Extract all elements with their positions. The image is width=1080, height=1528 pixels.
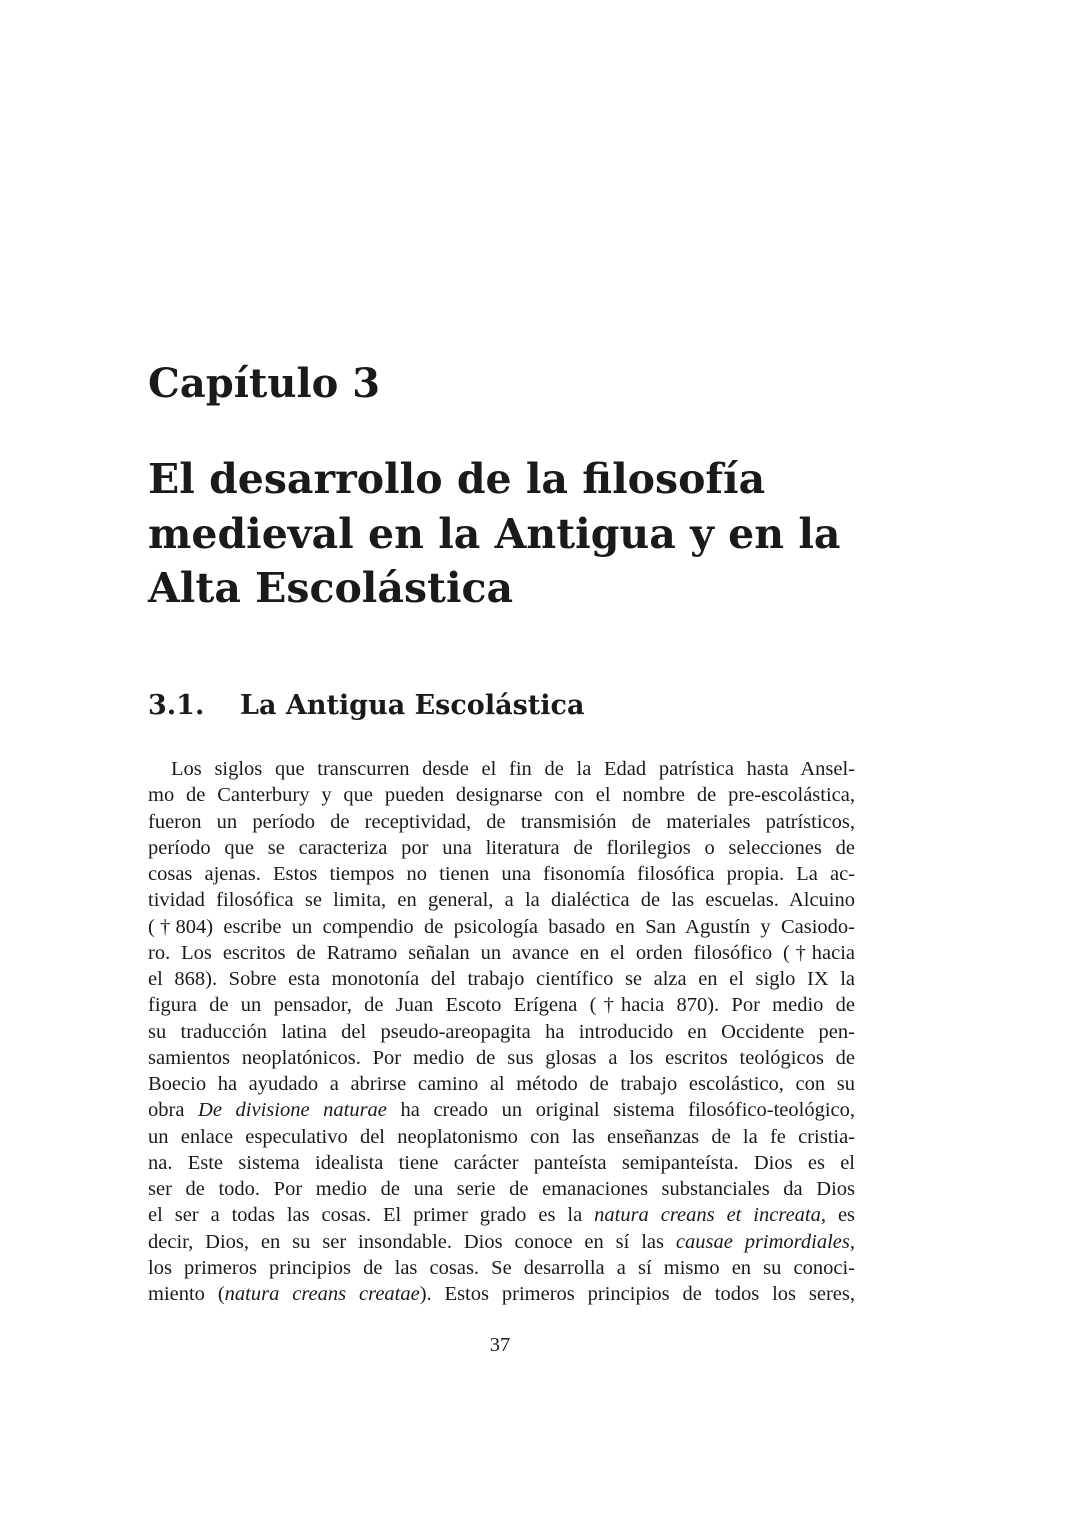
paragraph-line [148, 1150, 855, 1176]
text-run: ). Estos primeros principios de todos los seres, [419, 1283, 855, 1305]
text-run: fueron un período de receptividad, de transmisión de materiales patrísticos, [148, 810, 855, 833]
paragraph-line [148, 914, 855, 940]
italic-text: causae primordiales [675, 1230, 850, 1253]
paragraph-line [148, 756, 855, 782]
text-run: ro. Los escritos de Ratramo señalan un avance en el orden filosófico (†hacia [148, 941, 855, 964]
paragraph-line [148, 782, 855, 808]
paragraph-line [148, 809, 855, 835]
paragraph-line [148, 1281, 855, 1307]
text-run: período que se caracteriza por una literatura de florilegios o selecciones de [148, 836, 855, 859]
paragraph-line [148, 966, 855, 992]
paragraph-line [148, 1019, 855, 1045]
paragraph-line [148, 1202, 855, 1228]
section-title: La Antigua Escolástica [240, 690, 585, 721]
text-run: na. Este sistema idealista tiene carácter panteísta semipanteísta. Dios es el [148, 1151, 855, 1174]
text-run: , es [820, 1204, 856, 1227]
text-run: Boecio ha ayudado a abrirse camino al método de trabajo escolástico, con su [148, 1073, 855, 1095]
chapter-title-line: El desarrollo de la filosofía [148, 455, 766, 503]
paragraph-line [148, 1071, 855, 1097]
text-run: el ser a todas las cosas. El primer grado es la [148, 1204, 595, 1227]
section-number: 3.1. [148, 690, 205, 721]
text-run: el 868). Sobre esta monotonía del trabajo científico se alza en el siglo IX la [148, 968, 855, 990]
chapter-title-line: medieval en la Antigua y en la [148, 509, 841, 558]
text-run: un enlace especulativo del neoplatonismo con las enseñanzas de la fe cristia- [148, 1125, 855, 1148]
paragraph-line [148, 1045, 855, 1071]
paragraph-line [148, 992, 855, 1018]
text-run: (†804) escribe un compendio de psicología basado en San Agustín y Casiodo- [148, 915, 855, 938]
paragraph-line [148, 940, 855, 966]
chapter-title-line: Alta Escolástica [148, 564, 514, 612]
section-heading [148, 690, 584, 721]
text-run: miento ( [148, 1283, 225, 1305]
paragraph-line [148, 861, 855, 887]
paragraph-line [148, 835, 855, 861]
text-run: su traducción latina del pseudo-areopagita ha introducido en Occidente pen- [148, 1020, 855, 1043]
text-run: figura de un pensador, de Juan Escoto Erígena (†hacia 870). Por medio de [148, 994, 855, 1017]
paragraph-line [148, 1229, 855, 1255]
paragraph-line [148, 1124, 855, 1150]
body-paragraph [148, 756, 855, 1307]
italic-text: De divisione naturae [198, 1099, 387, 1122]
text-run: ser de todo. Por medio de una serie de emanaciones substanciales da Dios [148, 1178, 855, 1200]
text-run: samientos neoplatónicos. Por medio de sus glosas a los escritos teológicos de [148, 1046, 855, 1069]
text-run: los primeros principios de las cosas. Se desarrolla a sí mismo en su conoci- [148, 1256, 855, 1279]
italic-text: natura creans creatae [224, 1283, 420, 1305]
chapter-title [148, 452, 840, 616]
chapter-label: Capítulo 3 [148, 360, 381, 407]
text-run: decir, Dios, en su ser insondable. Dios conoce en sí las [148, 1230, 676, 1253]
text-run: tividad filosófica se limita, en general, a la dialéctica de las escuelas. Alcuino [148, 889, 855, 912]
text-run: mo de Canterbury y que pueden designarse con el nombre de pre-escolástica, [148, 784, 855, 807]
text-run: obra [148, 1099, 199, 1122]
italic-text: natura creans et increata [594, 1204, 821, 1227]
text-run: ha creado un original sistema filosófico-teológico, [386, 1099, 855, 1122]
paragraph-line [148, 1255, 855, 1281]
text-run: Los siglos que transcurren desde el fin de la Edad patrística hasta Ansel- [171, 758, 855, 780]
page-number: 37 [489, 1334, 511, 1356]
paragraph-line [148, 887, 855, 913]
text-run: cosas ajenas. Estos tiempos no tienen una fisonomía filosófica propia. La ac- [148, 863, 855, 885]
paragraph-line [148, 1176, 855, 1202]
text-run: , [849, 1230, 855, 1253]
paragraph-line [148, 1097, 855, 1123]
